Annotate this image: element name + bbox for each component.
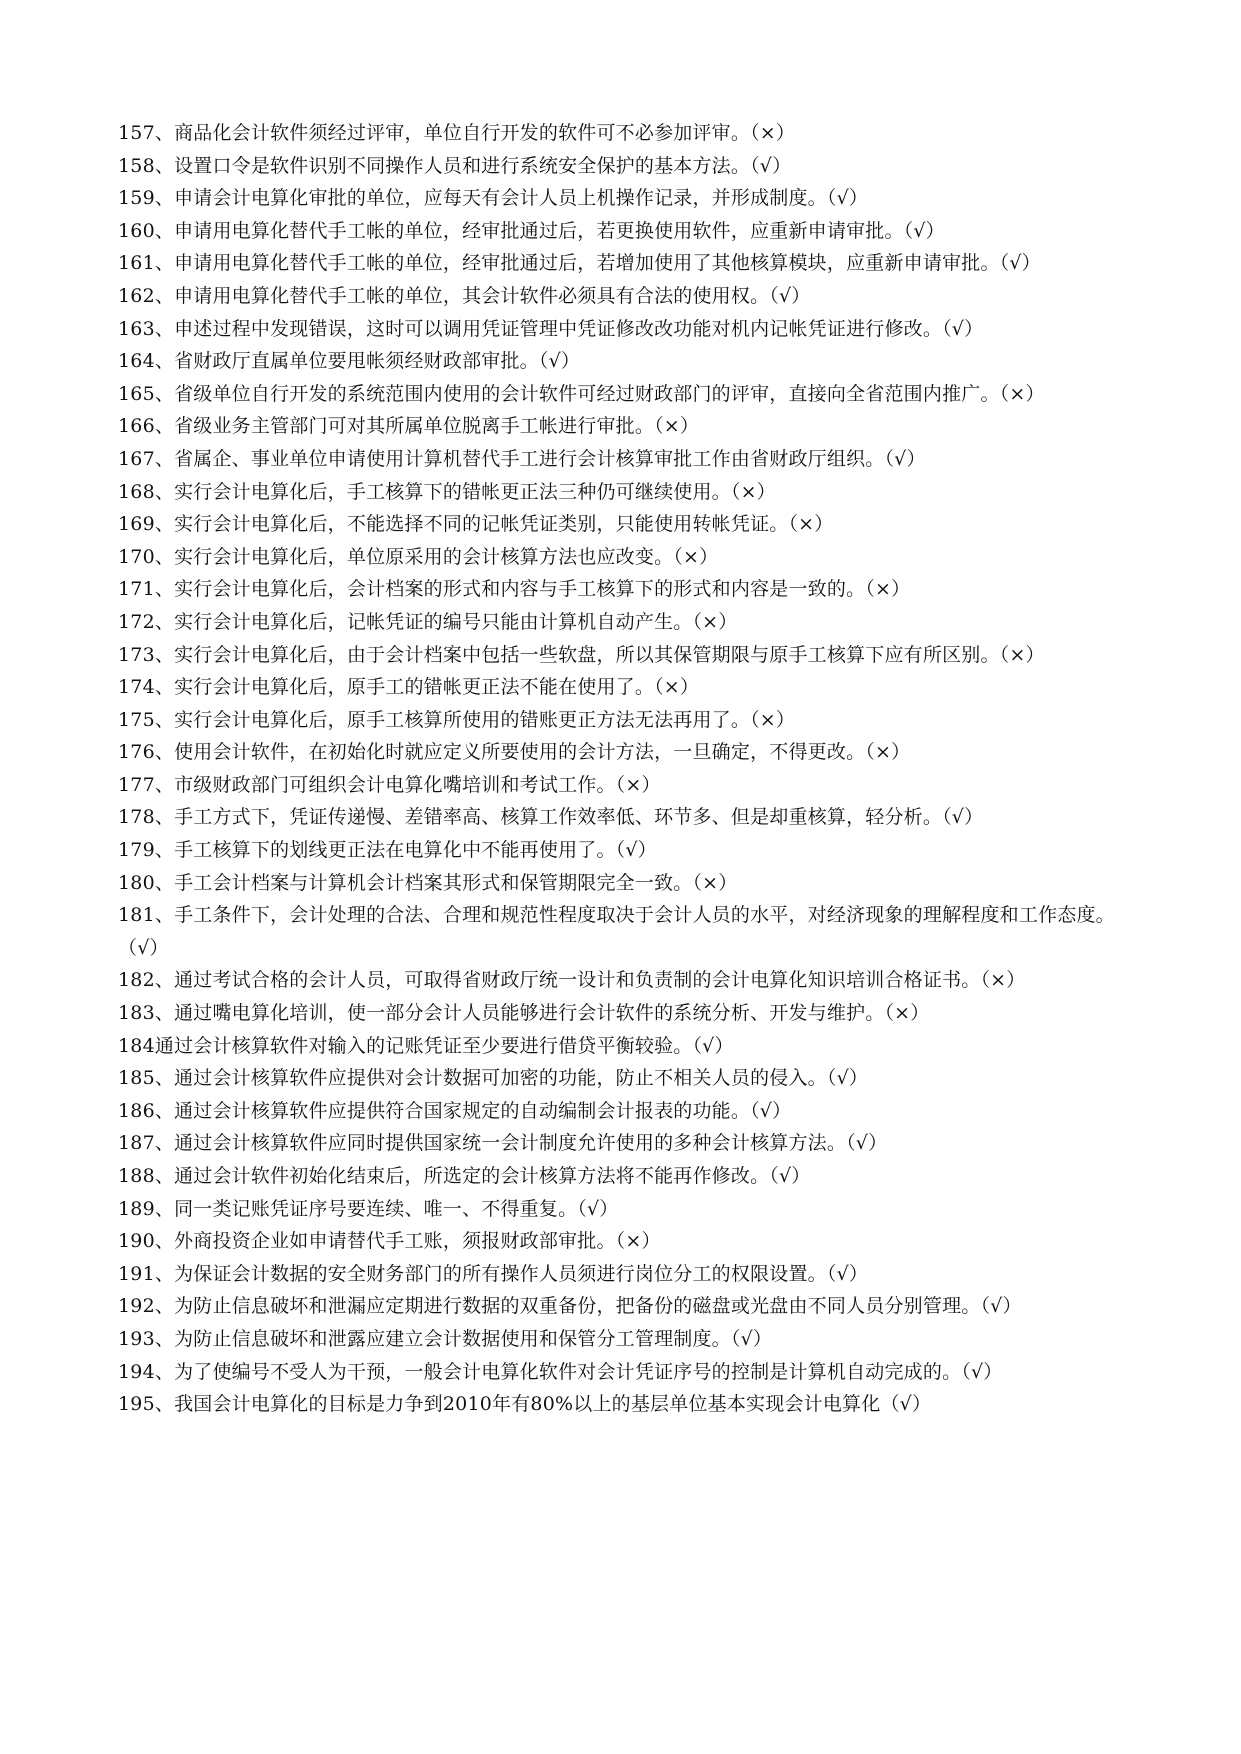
- question-191: 191、为保证会计数据的安全财务部门的所有操作人员须进行岗位分工的权限设置。（√）: [118, 1262, 869, 1285]
- question-182: 182、通过考试合格的会计人员，可取得省财政厅统一设计和负责制的会计电算化知识培训合格证书。（×）: [118, 969, 1026, 992]
- question-189: 189、同一类记账凭证序号要连续、唯一、不得重复。（√）: [118, 1197, 619, 1220]
- question-163: 163、申述过程中发现错误，这时可以调用凭证管理中凭证修改改功能对机内记帐凭证进行修改。（√）: [118, 317, 984, 340]
- question-193: 193、为防止信息破坏和泄露应建立会计数据使用和保管分工管理制度。（√）: [118, 1327, 773, 1350]
- question-185: 185、通过会计核算软件应提供对会计数据可加密的功能，防止不相关人员的侵入。（√）: [118, 1067, 869, 1090]
- question-161: 161、申请用电算化替代手工帐的单位，经审批通过后，若增加使用了其他核算模块，应重新申请审批。（√）: [118, 252, 1041, 275]
- question-177: 177、市级财政部门可组织会计电算化嘴培训和考试工作。（×）: [118, 773, 661, 796]
- question-167: 167、省属企、事业单位申请使用计算机替代手工进行会计核算审批工作由省财政厅组织。（√）: [118, 447, 926, 470]
- question-164: 164、省财政厅直属单位要甩帐须经财政部审批。（√）: [118, 350, 581, 373]
- question-180: 180、手工会计档案与计算机会计档案其形式和保管期限完全一致。（×）: [118, 871, 738, 894]
- question-194: 194、为了使编号不受人为干预，一般会计电算化软件对会计凭证序号的控制是计算机自动完成的。（√）: [118, 1360, 1003, 1383]
- question-169: 169、实行会计电算化后，不能选择不同的记帐凭证类别，只能使用转帐凭证。（×）: [118, 513, 834, 536]
- question-192: 192、为防止信息破坏和泄漏应定期进行数据的双重备份，把备份的磁盘或光盘由不同人员分别管理。（√）: [118, 1295, 1022, 1318]
- question-186: 186、通过会计核算软件应提供符合国家规定的自动编制会计报表的功能。（√）: [118, 1099, 792, 1122]
- question-157: 157、商品化会计软件须经过评审，单位自行开发的软件可不必参加评审。（×）: [118, 122, 796, 144]
- question-158: 158、设置口令是软件识别不同操作人员和进行系统安全保护的基本方法。（√）: [118, 154, 792, 177]
- question-159: 159、申请会计电算化审批的单位，应每天有会计人员上机操作记录，并形成制度。（√）: [118, 187, 869, 210]
- question-179: 179、手工核算下的划线更正法在电算化中不能再使用了。（√）: [118, 839, 657, 862]
- question-168: 168、实行会计电算化后，手工核算下的错帐更正法三种仍可继续使用。（×）: [118, 480, 776, 503]
- question-170: 170、实行会计电算化后，单位原采用的会计核算方法也应改变。（×）: [118, 545, 719, 568]
- question-187: 187、通过会计核算软件应同时提供国家统一会计制度允许使用的多种会计核算方法。（√）: [118, 1132, 888, 1155]
- question-188: 188、通过会计软件初始化结束后，所选定的会计核算方法将不能再作修改。（√）: [118, 1165, 811, 1187]
- question-171: 171、实行会计电算化后，会计档案的形式和内容与手工核算下的形式和内容是一致的。（×）: [118, 578, 911, 601]
- question-190: 190、外商投资企业如申请替代手工账，须报财政部审批。（×）: [118, 1230, 661, 1253]
- question-160: 160、申请用电算化替代手工帐的单位，经审批通过后，若更换使用软件，应重新申请审批。（√）: [118, 219, 945, 242]
- question-176: 176、使用会计软件，在初始化时就应定义所要使用的会计方法，一旦确定，不得更改。（×）: [118, 741, 911, 764]
- question-178: 178、手工方式下，凭证传递慢、差错率高、核算工作效率低、环节多、但是却重核算，轻分析。（√）: [118, 806, 984, 829]
- question-181: 181、手工条件下，会计处理的合法、合理和规范性程度取决于会计人员的水平，对经济现象的理解程度和工作态度。（√）: [118, 904, 1115, 959]
- question-174: 174、实行会计电算化后，原手工的错帐更正法不能在使用了。（×）: [118, 676, 700, 699]
- question-183: 183、通过嘴电算化培训，使一部分会计人员能够进行会计软件的系统分析、开发与维护。（×）: [118, 1002, 930, 1025]
- question-list: [118, 117, 1123, 1421]
- question-165: 165、省级单位自行开发的系统范围内使用的会计软件可经过财政部门的评审，直接向全省范围内推广。（×）: [118, 382, 1045, 405]
- question-166: 166、省级业务主管部门可对其所属单位脱离手工帐进行审批。（×）: [118, 415, 700, 438]
- question-173: 173、实行会计电算化后，由于会计档案中包括一些软盘，所以其保管期限与原手工核算下应有所区别。（×）: [118, 643, 1045, 666]
- question-162: 162、申请用电算化替代手工帐的单位，其会计软件必须具有合法的使用权。（√）: [118, 284, 811, 307]
- question-195: 195、我国会计电算化的目标是力争到2010年有80%以上的基层单位基本实现会计电算化（√）: [118, 1393, 932, 1416]
- question-175: 175、实行会计电算化后，原手工核算所使用的错账更正方法无法再用了。（×）: [118, 708, 796, 731]
- question-184: 184通过会计核算软件对输入的记账凭证至少要进行借贷平衡较验。（√）: [118, 1034, 734, 1057]
- question-172: 172、实行会计电算化后，记帐凭证的编号只能由计算机自动产生。（×）: [118, 610, 738, 633]
